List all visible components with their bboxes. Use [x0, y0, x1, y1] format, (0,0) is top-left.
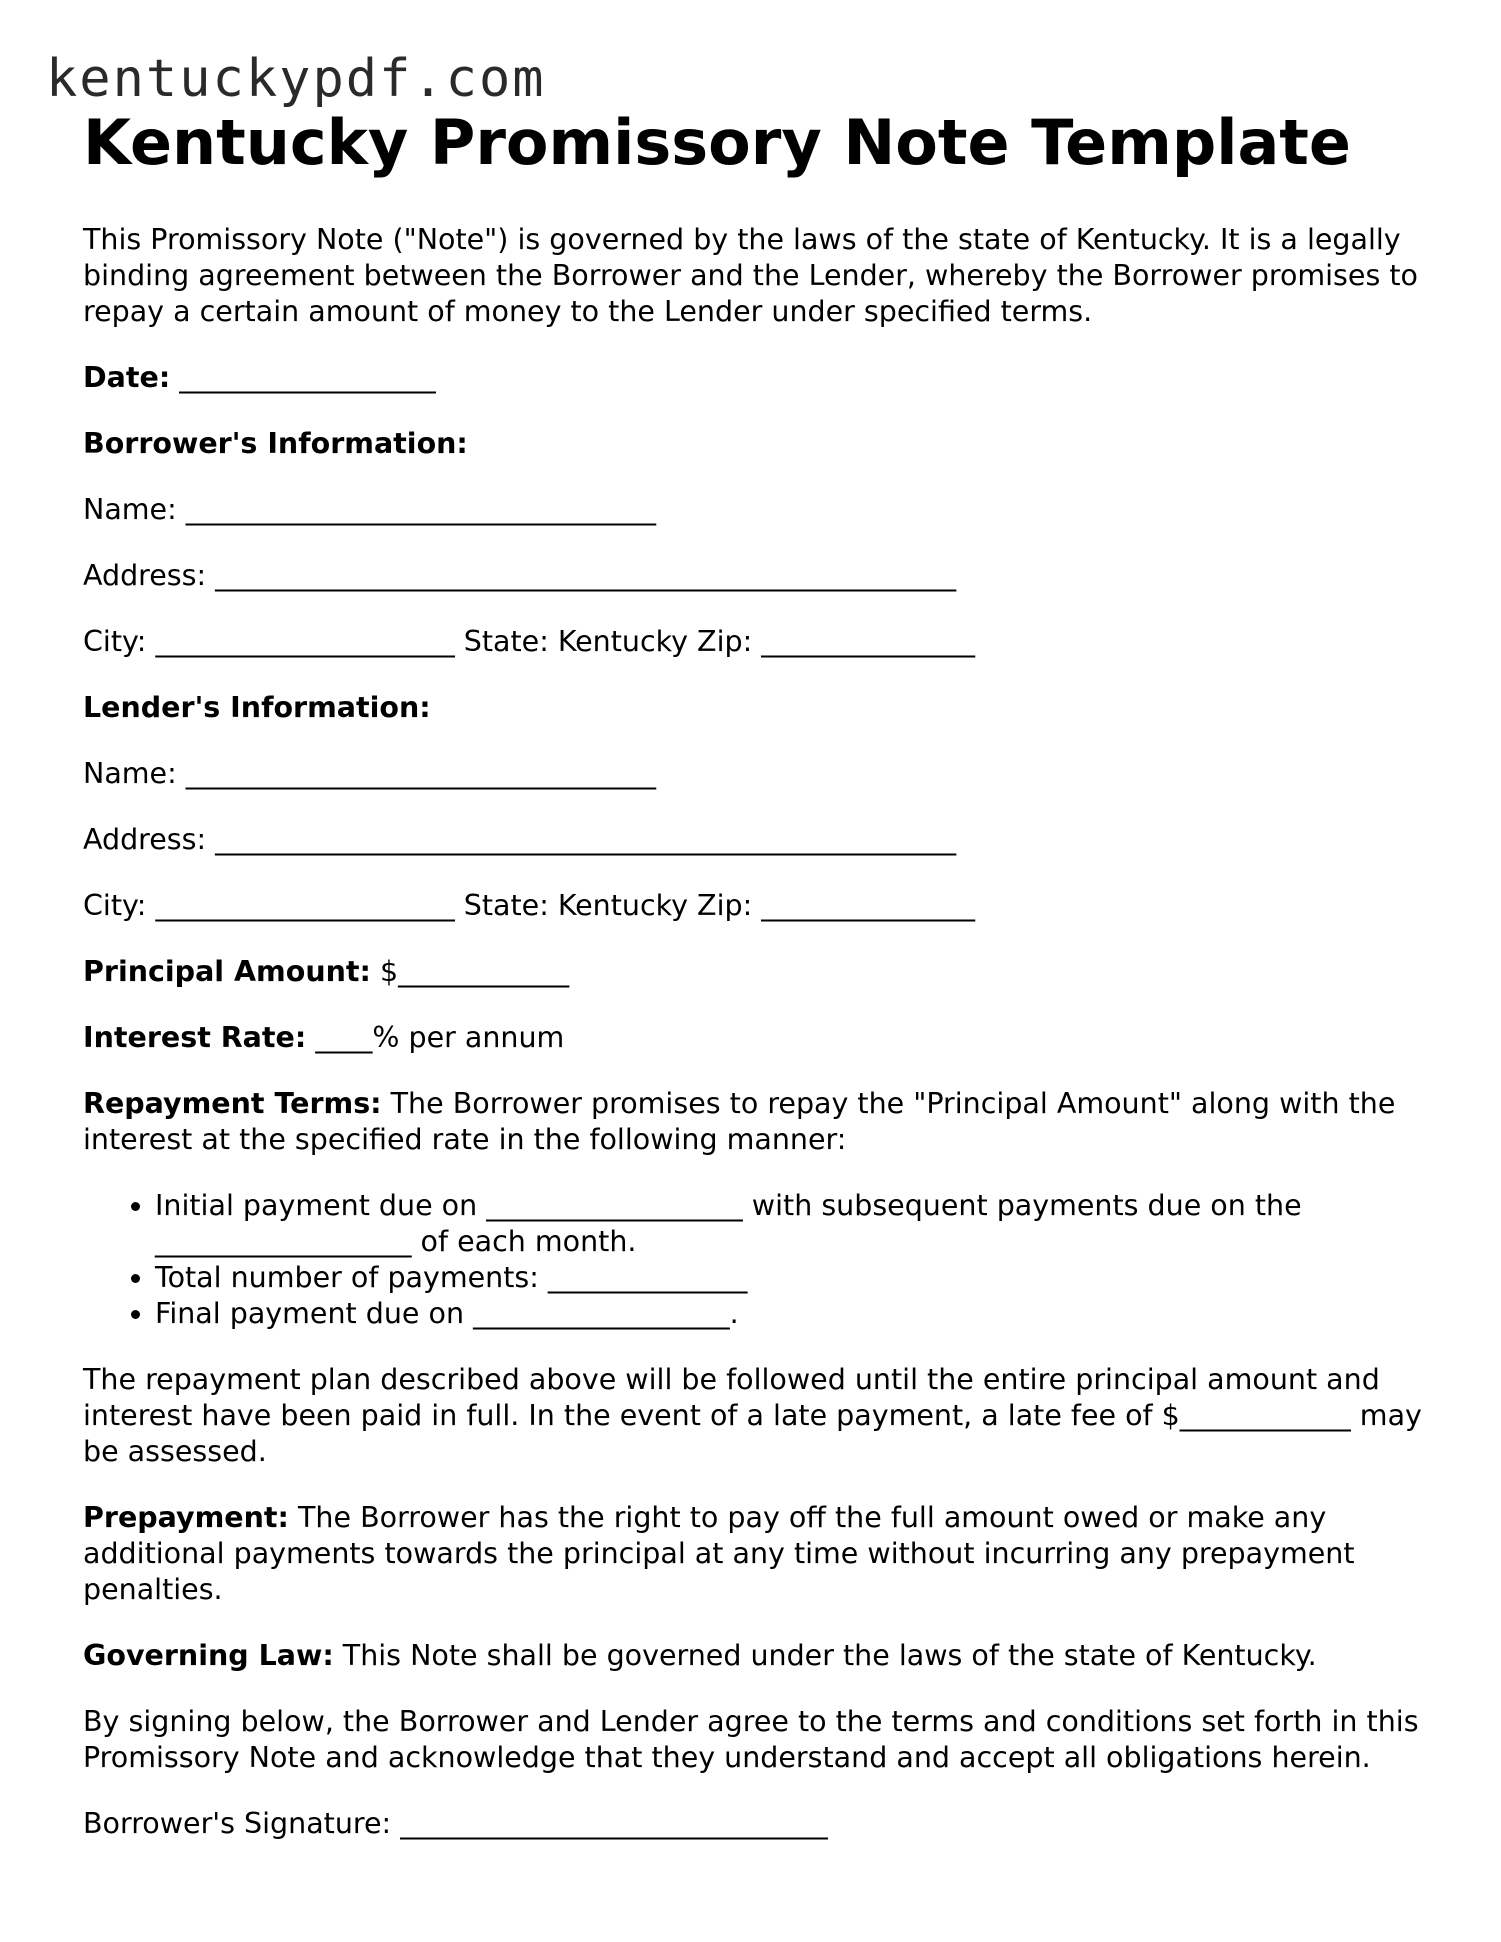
borrower-city-line: City: _____________________ State: Kentucky Zip: _______________ — [83, 625, 975, 658]
governing-law-paragraph — [83, 1638, 1423, 1674]
intro-paragraph: This Promissory Note ("Note") is governed by the laws of the state of Kentucky. It is a legally binding agreement between the Borrower and the Lender, whereby the Borrower promises to repay a certain amount of money to the Lender under specified terms. — [83, 223, 1418, 328]
governing-law-text: This Note shall be governed under the laws of the state of Kentucky. — [333, 1639, 1317, 1672]
prepayment-text: The Borrower has the right to pay off the full amount owed or make any additional payments towards the principal at any time without incurring any prepayment penalties. — [83, 1501, 1355, 1606]
repayment-list — [83, 1188, 1423, 1332]
borrower-signature-line: Borrower's Signature: ______________________________ — [83, 1807, 828, 1840]
date-label: Date: — [83, 361, 171, 394]
repayment-text: The Borrower promises to repay the "Principal Amount" along with the interest at the specified rate in the following manner: — [83, 1087, 1396, 1156]
interest-line — [83, 1020, 1423, 1056]
principal-blank: $____________ — [370, 955, 570, 988]
borrower-address-line: Address: ____________________________________________________ — [83, 559, 957, 592]
lender-address-line: Address: ____________________________________________________ — [83, 823, 957, 856]
repayment-label: Repayment Terms: — [83, 1087, 382, 1120]
closing-paragraph: By signing below, the Borrower and Lender agree to the terms and conditions set forth in this Promissory Note and acknowledge that they understand and accept all obligations herein. — [83, 1705, 1419, 1774]
lender-name-line: Name: _________________________________ — [83, 757, 656, 790]
interest-blank: ____% per annum — [306, 1021, 565, 1054]
date-blank: __________________ — [170, 361, 436, 394]
principal-line — [83, 954, 1423, 990]
prepayment-label: Prepayment: — [83, 1501, 289, 1534]
list-item: • Initial payment due on __________________ with subsequent payments due on the __________________ of each month. — [155, 1188, 1423, 1260]
interest-label: Interest Rate: — [83, 1021, 307, 1054]
repayment-terms-paragraph — [83, 1086, 1423, 1158]
borrower-name-line: Name: _________________________________ — [83, 493, 656, 526]
repayment-plan-paragraph: The repayment plan described above will be followed until the entire principal amount and interest have been paid in full. In the event of a late payment, a late fee of $____________ may be assessed. — [83, 1363, 1422, 1468]
borrower-heading: Borrower's Information: — [83, 427, 468, 460]
date-line — [83, 360, 1423, 396]
document-body — [83, 104, 1423, 1872]
lender-city-line: City: _____________________ State: Kentucky Zip: _______________ — [83, 889, 975, 922]
prepayment-paragraph — [83, 1500, 1423, 1608]
document-title: Kentucky Promissory Note Template — [83, 106, 1351, 179]
site-watermark: kentuckypdf.com — [46, 49, 546, 109]
governing-law-label: Governing Law: — [83, 1639, 334, 1672]
list-item: • Final payment due on __________________. — [155, 1296, 1423, 1332]
principal-label: Principal Amount: — [83, 955, 371, 988]
list-item: • Total number of payments: ______________ — [155, 1260, 1423, 1296]
lender-heading: Lender's Information: — [83, 691, 431, 724]
